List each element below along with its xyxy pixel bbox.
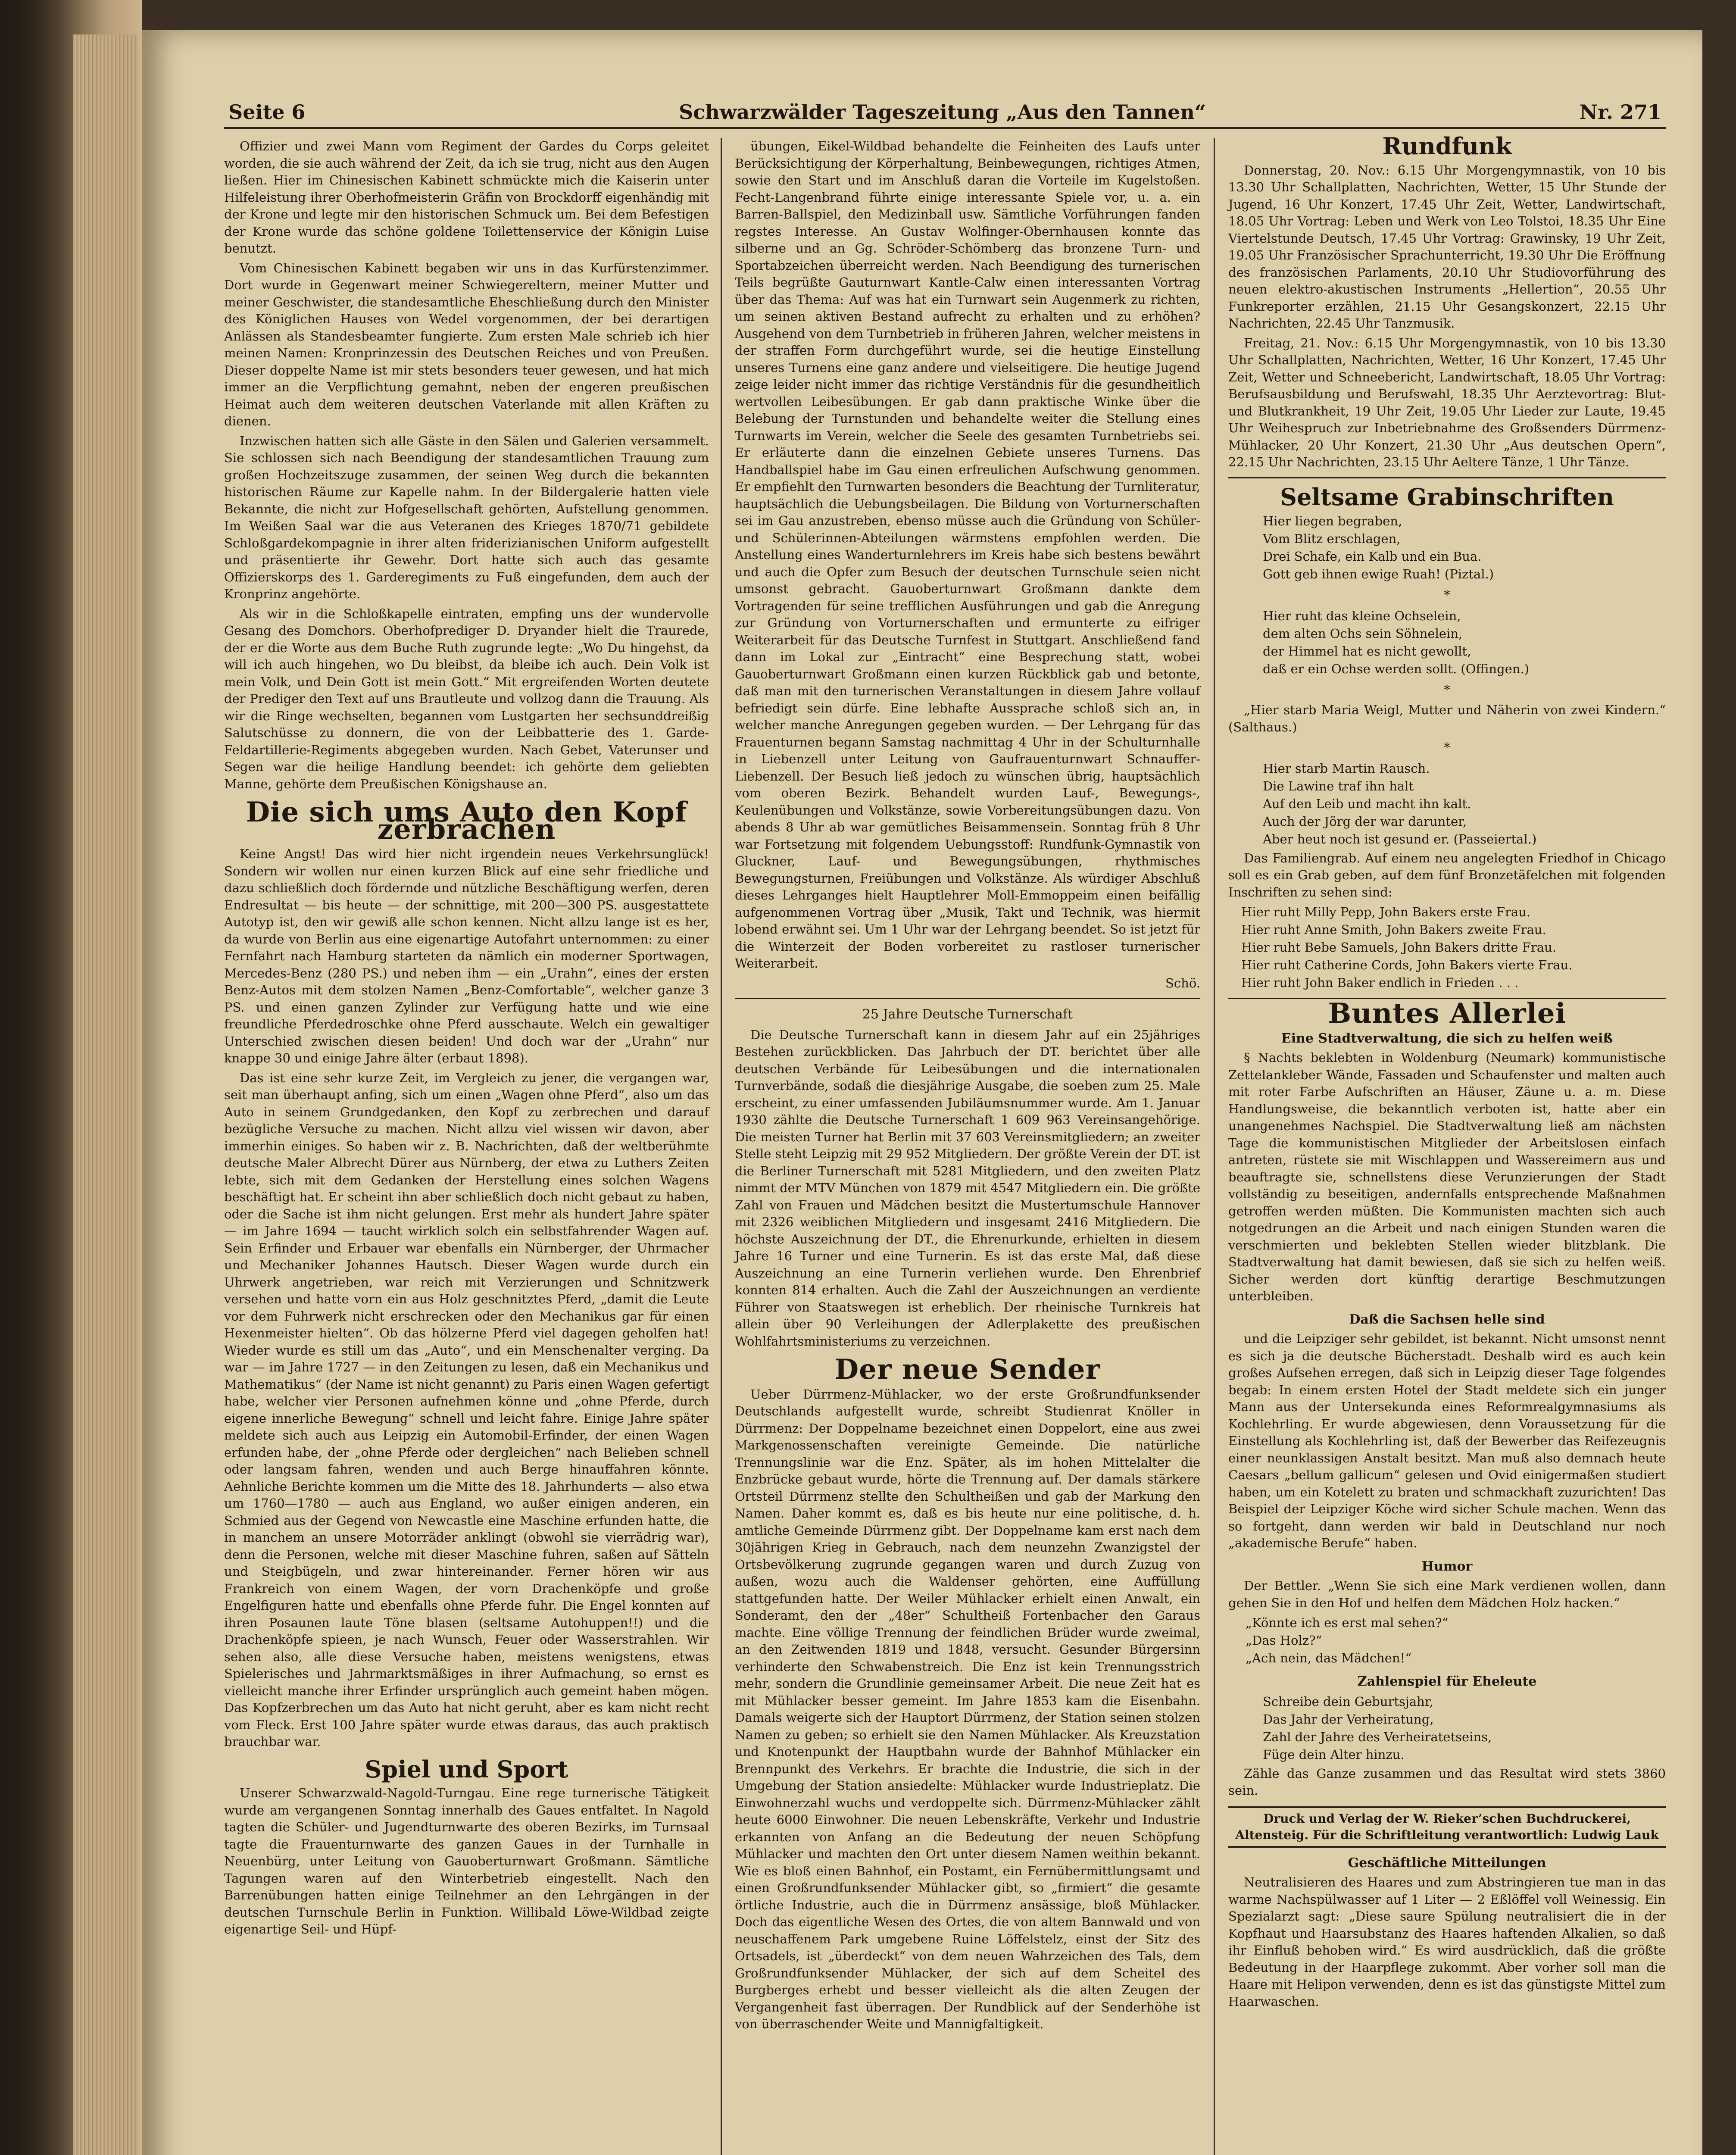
newspaper-page bbox=[142, 30, 1702, 2155]
poem-line: Hier ruht Bebe Samuels, John Bakers dritte Frau. bbox=[1241, 940, 1556, 955]
article-paragraph: Das ist eine sehr kurze Zeit, im Vergleich zu jener, die vergangen war, seit man überhaupt anfing, sich um einen „Wagen ohne Pferd“, also um das Auto in seinem Grundgedanken, den Kopf zu zerbrechen und darauf bezügliche Versuche zu machen. Nicht allzu viel wissen wir davon, aber immerhin einiges. So haben wir z. B. Nachrichten, daß der weltberühmte deutsche Maler Albrecht Dürer aus Nürnberg, der etwa zu Luthers Zeiten lebte, sich mit dem Gedanken der Herstellung eines solchen Wagens beschäftigt hat. Er scheint ihn aber schließlich doch nicht gebaut zu haben, oder die Sache ist ihm nicht gelungen. Erst mehr als hundert Jahre später — im Jahre 1694 — taucht wirklich solch ein selbstfahrender Wagen auf. Sein Erfinder und Erbauer war ebenfalls ein Nürnberger, der Uhrmacher und Mechaniker Johannes Hautsch. Dieser Wagen wurde durch ein Uhrwerk angetrieben, war reich mit Verzierungen und Schnitzwerk versehen und hatte vorn ein aus Holz geschnitztes Pferd, „damit die Leute vor dem Fuhrwerk nicht erschrecken oder den Mechanikus gar für einen Hexenmeister hielten“. Ob das hölzerne Pferd viel dagegen geholfen hat! Wieder wurde es still um das „Auto“, und ein Menschenalter verging. Da war — im Jahre 1727 — in den Zeitungen zu lesen, daß ein Mechanikus und Mathematikus“ (der Name ist nicht genannt) zu Paris einen Wagen gefertigt habe, welcher vier Personen aufnehmen könne und „ohne Pferde, durch eigene innerliche Bewegung“ schnell und leicht fahre. Einige Jahre später meldete sich auch aus Leipzig ein Automobil-Erfinder, der einen Wagen erfunden habe, der „ohne Pferde oder dergleichen“ nach Belieben schnell oder langsam fahren, wenden und auch Berge hinauffahren könnte. Aehnliche Berichte kommen um die Mitte des 18. Jahrhunderts — also etwa um 1760—1780 — auch aus England, wo außer einigen anderen, ein Schmied aus der Gegend von Newcastle eine Maschine erfunden hatte, die in manchem an unsere Motorräder anklingt (obwohl sie vierrädrig war), denn die Personen, welche mit dieser Maschine fuhren, saßen auf Sätteln und Steigbügeln, und zwar hintereinander. Ferner hören wir aus Frankreich von einem Wagen, der vorn Drachenköpfe und große Engelfiguren hatte und ebenfalls ohne Pferde fuhr. Die Engel konnten auf ihren Posaunen laute Töne blasen (seltsame Autohuppen!!) und die Drachenköpfe spieen, je nach Wunsch, Feuer oder Wasserstrahlen. Wir sehen also, alle diese Versuche haben, meistens wenigstens, etwas Spielerisches und Jahrmarktsmäßiges in ihrer Aufmachung, so ernst es vielleicht manche ihrer Erfinder ursprünglich auch gemeint haben mögen. Das Kopfzerbrechen um das Auto hat nicht geruht, aber es kam nicht recht vom Fleck. Erst 100 Jahre später wurde etwas daraus, das auch praktisch brauchbar war. bbox=[224, 1070, 709, 1749]
poem-line: Hier ruht Anne Smith, John Bakers zweite Frau. bbox=[1241, 922, 1546, 937]
poem-line: Aber heut noch ist gesund er. (Passeiertal.) bbox=[1263, 831, 1537, 846]
epitaph-poem bbox=[1228, 512, 1666, 583]
epitaph-poem bbox=[1228, 903, 1666, 992]
game-line: Das Jahr der Verheiratung, bbox=[1263, 1712, 1434, 1727]
separator-star: * bbox=[1444, 587, 1450, 602]
poem-line: Vom Blitz erschlagen, bbox=[1263, 531, 1401, 546]
imprint: Druck und Verlag der W. Rieker’schen Buchdruckerei, Altensteig. Für die Schriftleitung verantwortlich: Ludwig Lauk bbox=[1228, 1806, 1666, 1848]
article-paragraph: Keine Angst! Das wird hier nicht irgendein neues Verkehrsunglück! Sondern wir wollen nur einen kurzen Blick auf eine sehr friedliche und dazu schließlich doch fördernde und nützliche Beschäftigung werfen, deren Endresultat — bis heute — der schnittige, mit 200—300 PS. ausgestattete Autotyp ist, den wir gewiß alle schon kennen. Nicht allzu lange ist es her, da wurde von Berlin aus eine eigenartige Autofahrt unternommen: zu einer Fernfahrt nach Hamburg starteten da nämlich ein moderner Sportwagen, Mercedes-Benz (280 PS.) und neben ihm — ein „Urahn“, eines der ersten Benz-Autos mit dem stolzen Namen „Benz-Comfortable“, welcher ganze 3 PS. und einen ganzen Zylinder zur Verfügung hatte und wie eine freundliche Pferdedroschke ohne Pferd ausschaute. Welch ein gewaltiger Unterschied zwischen diesen beiden! Und doch war der „Urahn“ nur knappe 30 und einige Jahre älter (erbaut 1898). bbox=[224, 846, 709, 1065]
epitaph-poem bbox=[1228, 607, 1666, 678]
author-sign: Schö. bbox=[1165, 975, 1200, 990]
poem-line: Hier ruht John Baker endlich in Frieden . . . bbox=[1241, 975, 1519, 990]
headline-buntes: Buntes Allerlei bbox=[1328, 997, 1566, 1030]
article-paragraph: Das Familiengrab. Auf einem neu angelegten Friedhof in Chicago soll es ein Grab geben, auf dem fünf Bronzetäfelchen mit folgenden Inschriften zu sehen sind: bbox=[1228, 850, 1666, 899]
book-binding bbox=[0, 0, 142, 2155]
poem-line: Hier liegen begraben, bbox=[1263, 514, 1402, 528]
article-paragraph: Unserer Schwarzwald-Nagold-Turngau. Eine rege turnerische Tätigkeit wurde am vergangenen Sonntag innerhalb des Gaues entfaltet. In Nagold tagten die Schüler- und Jugendturnwarte des oberen Bezirks, im Turnsaal tagte die Frauenturnwarte des ganzen Gaues in der Turnhalle in Neuenbürg, unter Leitung von Gauoberturnwart Großmann. Sämtliche Tagungen waren auf den Winterbetrieb eingestellt. Nach den Barrenübungen hatten einige Teilnehmer an den Lehrgängen in der deutschen Turnschule Berlin in Funktion. Willibald Löwe-Wildbad zeigte eigenartige Seil- und Hüpf- bbox=[224, 1786, 709, 1936]
divider bbox=[1228, 477, 1666, 478]
subheadline-geschaeft: Geschäftliche Mitteilungen bbox=[1348, 1855, 1546, 1871]
poem-line: Gott geb ihnen ewige Ruah! (Piztal.) bbox=[1263, 567, 1494, 581]
poem-line: dem alten Ochs sein Söhnelein, bbox=[1263, 626, 1463, 641]
divider bbox=[735, 998, 1200, 999]
article-paragraph: § Nachts beklebten in Woldenburg (Neumark) kommunistische Zettelankleber Wände, Fassaden und Schaufenster und malten auch mit roter Farbe Aufschriften an Häuser, Zäune u. a. m. Diese Handlungsweise, die bekanntlich verboten ist, hatte aber ein unangenehmes Nachspiel. Die Stadtverwaltung ließ am nächsten Tage die kommunistischen Mitglieder der Arbeitslosen einfach antreten, rüstete sie mit Wischlappen und Wassereimern aus und beauftragte sie, schnellstens diese Verunzierungen der Stadt vollständig zu beseitigen, andernfalls entsprechende Maßnahmen getroffen werden müßten. Die Kommunisten machten sich auch notgedrungen an die Arbeit und nach einigen Stunden waren die verschmierten und beklebten Stellen wieder blitzblank. Die Stadtverwaltung hat damit bewiesen, daß sie sich zu helfen weiß. Sicher werden dort künftig derartige Beschmutzungen unterbleiben. bbox=[1228, 1050, 1666, 1303]
number-game bbox=[1228, 1693, 1666, 1764]
page-number: Seite 6 bbox=[228, 100, 306, 124]
epitaph-text: „Hier starb Maria Weigl, Mutter und Näherin von zwei Kindern.“ (Salthaus.) bbox=[1228, 703, 1666, 734]
headline-sender: Der neue Sender bbox=[834, 1353, 1101, 1386]
article-paragraph: Der Bettler. „Wenn Sie sich eine Mark verdienen wollen, dann gehen Sie in den Hof und helfen dem Mädchen Holz hacken.“ bbox=[1228, 1578, 1666, 1610]
dialogue-line: „Das Holz?“ bbox=[1246, 1633, 1322, 1648]
game-line: Füge dein Alter hinzu. bbox=[1263, 1747, 1405, 1762]
page-stack-edge bbox=[73, 34, 138, 2155]
game-line: Zahl der Jahre des Verheiratetseins, bbox=[1263, 1729, 1492, 1744]
subheadline-humor: Humor bbox=[1421, 1558, 1473, 1574]
subheadline-sachsen: Daß die Sachsen helle sind bbox=[1349, 1312, 1545, 1327]
poem-line: Hier starb Martin Rausch. bbox=[1263, 761, 1430, 776]
headline-sport: Spiel und Sport bbox=[365, 1755, 568, 1783]
dialogue bbox=[1228, 1614, 1666, 1667]
column-rule-2 bbox=[1214, 138, 1215, 2155]
article-paragraph: Vom Chinesischen Kabinett begaben wir uns in das Kurfürstenzimmer. Dort wurde in Gegenwart meiner Schwiegereltern, meiner Mutter und meiner Geschwister, die standesamtliche Eheschließung durch den Minister des Königlichen Hauses von Wedel vorgenommen, der bei derartigen Anlässen als Standesbeamter fungierte. Zum ersten Male schrieb ich hier meinen Namen: Kronprinzessin des Deutschen Reiches und von Preußen. Dieser doppelte Name ist mir stets besonders teuer gewesen, und hat mich immer an die Verpflichtung gemahnt, neben der engeren preußischen Heimat auch dem weiteren deutschen Vaterlande mit allen Kräften zu dienen. bbox=[224, 260, 709, 428]
article-paragraph: übungen, Eikel-Wildbad behandelte die Feinheiten des Laufs unter Berücksichtigung der Körperhaltung, Beinbewegungen, richtiges Atmen, sowie den Start und im Anschluß daran die Vorteile im Kugelstoßen. Fecht-Langenbrand führte einige interessante Spiele vor, u. a. ein Barren-Ballspiel, den Medizinball usw. Sämtliche Vorführungen fanden regstes Interesse. An Gustav Wolfinger-Obernhausen konnte das silberne und an Gg. Schröder-Schömberg das bronzene Turn- und Sportabzeichen überreicht werden. Nach Beendigung des turnerischen Teils begrüßte Gauturnwart Kantle-Calw einen interessanten Vortrag über das Thema: Auf was hat ein Turnwart sein Augenmerk zu richten, um seinen aktiven Bestand aufrecht zu erhalten und zu erhöhen? Ausgehend von dem Turnbetrieb in früheren Jahren, welcher meistens in der straffen Form durchgeführt wurde, sei die heutige Einstellung unseres Turnens eine ganz andere und vielseitigere. Die heutige Jugend zeige leider nicht immer das richtige Verständnis für die gesundheitlich wertvollen Leibesübungen. Er gab dann praktische Winke über die Belebung der Turnstunden und behandelte weiter die Stellung eines Turnwarts im Verein, welcher die Seele des gesamten Turnbetriebs sei. Er erläuterte dann die einzelnen Gebiete unseres Turnens. Das Handballspiel habe im Gau einen erfreulichen Aufschwung genommen. Er empfiehlt den Turnwarten besonders die Beachtung der Turnliteratur, hauptsächlich die Uebungsbeilagen. Die Bildung von Vorturnerschaften sei im Gau anzustreben, ebenso müsse auch die Gründung von Schüler- und Schülerinnen-Abteilungen wärmstens empfohlen werden. Die Anstellung eines Wanderturnlehrers im Kreis habe sich bestens bewährt und auch die Opfer zum Besuch der deutschen Turnschule seien nicht umsonst gebracht. Gauoberturnwart Großmann dankte dem Vortragenden für seine trefflichen Ausführungen und gab die Anregung zur Gründung von Vorturnerschaften und ermunterte zu eifriger Weiterarbeit für das Deutsche Turnfest in Stuttgart. Anschließend fand dann im Lokal zur „Eintracht“ eine Besprechung statt, wobei Gauoberturnwart Großmann einen kurzen Rückblick gab und betonte, daß man mit den turnerischen Veranstaltungen in diesem Jahre vollauf befriedigt sein dürfe. Eine lebhafte Aussprache schloß sich an, in welcher manche Anregungen gegeben wurden. — Der Lehrgang für das Frauenturnen begann Samstag nachmittag 4 Uhr in der Schulturnhalle in Liebenzell unter Leitung von Gaufrauenturnwart Schnauffer-Liebenzell. Der Besuch ließ jedoch zu wünschen übrig, hauptsächlich vom oberen Bezirk. Behandelt wurden Lauf-, Bewegungs-, Keulenübungen und Volkstänze, sowie Vorbereitungsübungen dazu. Von abends 8 Uhr ab war gemütliches Beisammensein. Sonntag früh 8 Uhr war Fortsetzung mit folgendem Uebungsstoff: Rundfunk-Gymnastik von Gluckner, Lauf- und Bewegungsübungen, rhythmisches Bewegungsturnen, Freiübungen und Volkstänze. Als würdiger Abschluß dieses Lehrganges hielt Hauptlehrer Moll-Emmoppeim einen beifällig aufgenommenen Vortrag über „Musik, Takt und Technik, was hiermit lobend erwähnt sei. Um 1 Uhr war der Lehrgang beendet. So ist jetzt für die Winterzeit der Boden vorbereitet zu rastloser turnerischer Weiterarbeit. bbox=[735, 139, 1200, 971]
article-paragraph: Inzwischen hatten sich alle Gäste in den Sälen und Galerien versammelt. Sie schlossen sich nach Beendigung der standesamtlichen Trauung zum großen Hochzeitszuge zusammen, der seinen Weg durch die bekannten historischen Räume zur Kapelle nahm. In der Bildergalerie hatten viele Bekannte, die nicht zur Hofgesellschaft gehörten, Aufstellung genommen. Im Weißen Saal war die aus Veteranen des Krieges 1870/71 gebildete Schloßgardekompagnie in ihrer alten friderizianischen Uniform aufgestellt und präsentierte ihr Gewehr. Dort hatte sich auch das gesamte Offizierskorps des 1. Garderegiments zu Fuß eingefunden, dem auch der Kronprinz angehörte. bbox=[224, 433, 709, 601]
poem-line: Auch der Jörg der war darunter, bbox=[1263, 814, 1467, 829]
column-3 bbox=[1228, 132, 1666, 2013]
radio-program: Freitag, 21. Nov.: 6.15 Uhr Morgengymnastik, von 10 bis 13.30 Uhr Schallplatten, Nachrichten, Wetter, 16 Uhr Konzert, 17.45 Uhr Zeit, Wetter und Schneebericht, Landwirtschaft, 18.05 Uhr Vortrag: Berufsausbildung und Berufswahl, 18.35 Uhr Aerztevortrag: Blut- und Blutkrankheit, 19 Uhr Zeit, 19.05 Uhr Lieder zur Laute, 19.45 Uhr Weihespruch zur Inbetriebnahme des Großsenders Dürrmenz-Mühlacker, 20 Uhr Konzert, 21.30 Uhr „Aus deutschen Opern“, 22.15 Uhr Nachrichten, 23.15 Uhr Aeltere Tänze, 1 Uhr Tänze. bbox=[1228, 335, 1666, 469]
article-paragraph: und die Leipziger sehr gebildet, ist bekannt. Nicht umsonst nennt es sich ja die deutsche Bücherstadt. Deshalb wird es auch kein großes Aufsehen erregen, daß sich in Leipzig dieser Tage folgendes begab: In einem ersten Hotel der Stadt meldete sich ein junger Mann aus der Untersekunda eines Reformrealgymnasiums als Kochlehrling. Er wurde abgewiesen, denn Voraussetzung für die Einstellung als Kochlehrling ist, daß der Bewerber das Reifezeugnis einer neunklassigen Anstalt besitzt. Man muß also demnach heute Caesars „bellum gallicum“ gelesen und Ovid einigermaßen studiert haben, um ein Kotelett zu braten und schmackhaft zuzurichten! Das Beispiel der Leipziger Köche wird sicher Schule machen. Wenn das so fortgeht, dann werden wir bald in Deutschland nur noch „akademische Berufe“ haben. bbox=[1228, 1331, 1666, 1550]
page-header bbox=[224, 97, 1666, 129]
poem-line: der Himmel hat es nicht gewollt, bbox=[1263, 643, 1471, 659]
headline-grab: Seltsame Grabinschriften bbox=[1280, 483, 1614, 511]
subheadline-stadt: Eine Stadtverwaltung, die sich zu helfen weiß bbox=[1281, 1031, 1613, 1046]
epitaph-poem bbox=[1228, 760, 1666, 848]
game-line: Schreibe dein Geburtsjahr, bbox=[1263, 1694, 1433, 1709]
issue-number: Nr. 271 bbox=[1579, 100, 1661, 124]
column-1 bbox=[224, 138, 709, 1941]
dialogue-line: „Ach nein, das Mädchen!“ bbox=[1246, 1651, 1412, 1665]
article-paragraph: Zähle das Ganze zusammen und das Resultat wird stets 3860 sein. bbox=[1228, 1766, 1666, 1798]
poem-line: daß er ein Ochse werden sollt. (Offingen.) bbox=[1263, 661, 1530, 676]
poem-line: Hier ruht das kleine Ochselein, bbox=[1263, 608, 1461, 623]
poem-line: Auf den Leib und macht ihn kalt. bbox=[1263, 796, 1471, 811]
dialogue-line: „Könnte ich es erst mal sehen?“ bbox=[1246, 1615, 1449, 1630]
poem-line: Hier ruht Catherine Cords, John Bakers vierte Frau. bbox=[1241, 958, 1573, 972]
article-paragraph: Neutralisieren des Haares und zum Abstringieren tue man in das warme Nachspülwasser auf 1 Liter — 2 Eßlöffel voll Weinessig. Ein Spezialarzt sagt: „Diese saure Spülung neutralisiert die in der Kopfhaut und Haarsubstanz des Haares haftenden Alkalien, so daß ihr Einfluß behoben wird.“ Es wird ausdrücklich, daß die größte Bedeutung in der Haarpflege zukommt. Aber vorher soll man die Haare mit Helipon verwenden, denn es ist das günstigste Mittel zum Haarwaschen. bbox=[1228, 1875, 1666, 2009]
newspaper-title: Schwarzwälder Tageszeitung „Aus den Tannen“ bbox=[679, 100, 1206, 124]
headline-auto: Die sich ums Auto den Kopf zerbrachen bbox=[246, 796, 687, 846]
subheadline-zahlen: Zahlenspiel für Eheleute bbox=[1357, 1674, 1537, 1689]
article-paragraph: Offizier und zwei Mann vom Regiment der Gardes du Corps geleitet worden, die sie auch während der Zeit, da ich sie trug, nicht aus den Augen ließen. Hier im Chinesischen Kabinett schmückte mich die Kaiserin unter Hilfeleistung ihrer Oberhofmeisterin Gräfin von Brockdorff eigenhändig mit der Krone und legte mir den historischen Schmuck um. Bei dem Befestigen der Krone wurde das schöne goldene Toilettenservice der Königin Luise benutzt. bbox=[224, 139, 709, 256]
headline-jubilee: 25 Jahre Deutsche Turnerschaft bbox=[862, 1007, 1073, 1022]
article-paragraph: Als wir in die Schloßkapelle eintraten, empfing uns der wundervolle Gesang des Domchors. Oberhofprediger D. Dryander hielt die Traurede, der er die Worte aus dem Buche Ruth zugrunde legte: „Wo Du hingehst, da will ich auch hingehen, wo Du bleibst, da bleibe ich auch. Dein Volk ist mein Volk, und Dein Gott ist mein Gott.“ Mit ergreifenden Worten deutete der Prediger den Text auf uns Brautleute und vollzog dann die Trauung. Als wir die Ringe wechselten, begannen vom Lustgarten her sechsunddreißig Salutschüsse zu donnern, die von der Leibbatterie des 1. Garde-Feldartillerie-Regiments abgegeben wurden. Nach Gebet, Vaterunser und Segen war die heilige Handlung beendet: ich gehörte dem geliebten Manne, gehörte dem Preußischen Königshause an. bbox=[224, 606, 709, 791]
article-paragraph: Die Deutsche Turnerschaft kann in diesem Jahr auf ein 25jähriges Bestehen zurückblicken. Das Jahrbuch der DT. berichtet über alle deutschen Verbände für Leibesübungen und die internationalen Turnverbände, sodaß die diesjährige Ausgabe, die soeben zum 25. Male erscheint, zu einer umfassenden Jubiläumsnummer wurde. Am 1. Januar 1930 zählte die Deutsche Turnerschaft 1 609 963 Vereinsangehörige. Die meisten Turner hat Berlin mit 37 603 Vereinsmitgliedern; an zweiter Stelle steht Leipzig mit 29 952 Mitgliedern. Der größte Verein der DT. ist die Berliner Turnerschaft mit 5281 Mitgliedern, und den zweiten Platz nimmt der MTV München von 1879 mit 4547 Mitgliedern ein. Die größte Zahl von Frauen und Mädchen besitzt die Mustertumschule Hannover mit 2326 weiblichen Mitgliedern und insgesamt 2416 Mitgliedern. Die höchste Auszeichnung der DT., die Ehrenurkunde, erhielten in diesem Jahre 16 Turner und eine Turnerin. Es ist das erste Mal, daß diese Auszeichnung an eine Turnerin verliehen wurde. Den Ehrenbrief konnten 814 erhalten. Auch die Zahl der Auszeichnungen an verdiente Führer von Staatswegen ist erheblich. Der rheinische Turnkreis hat allein über 90 Verleihungen der Adlerplakette des preußischen Wohlfahrtsministeriums zu verzeichnen. bbox=[735, 1027, 1200, 1349]
poem-line: Hier ruht Milly Pepp, John Bakers erste Frau. bbox=[1241, 905, 1531, 919]
column-2 bbox=[735, 138, 1200, 2036]
poem-line: Die Lawine traf ihn halt bbox=[1263, 778, 1414, 793]
article-paragraph: Ueber Dürrmenz-Mühlacker, wo der erste Großrundfunksender Deutschlands aufgestellt wurde, schreibt Studienrat Knöller in Dürrmenz: Der Doppelname bezeichnet einen Doppelort, eine aus zwei Markgenossenschaften vereinigte Gemeinde. Die natürliche Trennungslinie war die Enz. Später, als im hohen Mittelalter die Enzbrücke gebaut wurde, hörte die Trennung auf. Der damals stärkere Ortsteil Dürrmenz stellte den Schultheißen und gab der Markung den Namen. Daher kommt es, daß es bis heute nur eine politische, d. h. amtliche Gemeinde Dürrmenz gibt. Der Doppelname kam erst nach dem 30jährigen Krieg in Gebrauch, nach dem neunzehn Zwanzigstel der Ortsbevölkerung zugrunde gegangen waren und durch Zuzug von außen, wozu auch die Waldenser gehörten, eine Auffüllung stattgefunden hatte. Der Weiler Mühlacker erhielt einen Anwalt, ein Sonderamt, den der „48er“ Schultheiß Fortenbacher den Garaus machte. Eine völlige Trennung der feindlichen Brüder wurde zweimal, an den Zeitwenden 1819 und 1848, versucht. Gesunder Bürgersinn verhinderte den Schwabenstreich. Die Enz ist kein Trennungsstrich mehr, sondern die Grundlinie gemeinsamer Arbeit. Die neue Zeit hat es mit Mühlacker besser gemeint. Im Jahre 1853 kam die Eisenbahn. Damals weigerte sich der Hauptort Dürrmenz, der Station seinen stolzen Namen zu geben; so erhielt sie den Namen Mühlacker. Als Kreuzstation und Knotenpunkt der Hauptbahn wurde der Bahnhof Mühlacker ein Brennpunkt des Verkehrs. Er brachte die Industrie, die sich in der Umgebung der Station ansiedelte: Mühlacker wurde Industrieplatz. Die Einwohnerzahl wuchs und verdoppelte sich. Dürrmenz-Mühlacker zählt heute 6000 Einwohner. Die neuen Lebenskräfte, Verkehr und Industrie erkannten von Anfang an die Bedeutung der neuen Schöpfung Mühlacker und machten den Ort unter diesem Namen weithin bekannt. Wie es bloß einen Bahnhof, ein Postamt, ein Fernübermittlungsamt und einen Großrundfunksender Mühlacker gibt, so „firmiert“ die gesamte örtliche Industrie, auch die in Dürrmenz ansässige, bloß Mühlacker. Doch das eigentliche Wesen des Ortes, die von altem Bannwald und von neuschaffenem Park umgebene Ruine Löffelstelz, einst der Sitz des Ortsadels, ist „überdeckt“ von dem neuen Wahrzeichen des Tals, dem Großrundfunksender Mühlacker, der sich auf dem Scheitel des Burgberges erhebt und besser vielleicht als die alten Zeugen der Vergangenheit fast überragen. Der Rundblick auf der Senderhöhe ist von überraschender Weite und Mannigfaltigkeit. bbox=[735, 1387, 1200, 2031]
column-rule-1 bbox=[721, 138, 722, 2155]
page-content bbox=[224, 97, 1666, 2155]
poem-line: Drei Schafe, ein Kalb und ein Bua. bbox=[1263, 549, 1482, 564]
radio-program: Donnerstag, 20. Nov.: 6.15 Uhr Morgengymnastik, von 10 bis 13.30 Uhr Schallplatten, Nachrichten, Wetter, 15 Uhr Stunde der Jugend, 16 Uhr Konzert, 17.45 Uhr Zeit, Wetter, Landwirtschaft, 18.05 Uhr Vortrag: Leben und Werk von Leo Tolstoi, 18.35 Uhr Eine Viertelstunde Deutsch, 17.45 Uhr Vortrag: Grawinsky, 19 Uhr Zeit, 19.05 Uhr Französischer Sprachunterricht, 19.30 Uhr Die Eröffnung des französischen Parlaments, 20.10 Uhr Studiovorführung des neuen elektro-akustischen Instruments „Hellertion“, 20.55 Uhr Funkreporter erzählen, 21.15 Uhr Gesangskonzert, 22.15 Uhr Nachrichten, 22.45 Uhr Tanzmusik. bbox=[1228, 162, 1666, 331]
separator-star: * bbox=[1444, 682, 1450, 697]
separator-star: * bbox=[1444, 740, 1450, 755]
headline-rundfunk: Rundfunk bbox=[1382, 132, 1512, 160]
